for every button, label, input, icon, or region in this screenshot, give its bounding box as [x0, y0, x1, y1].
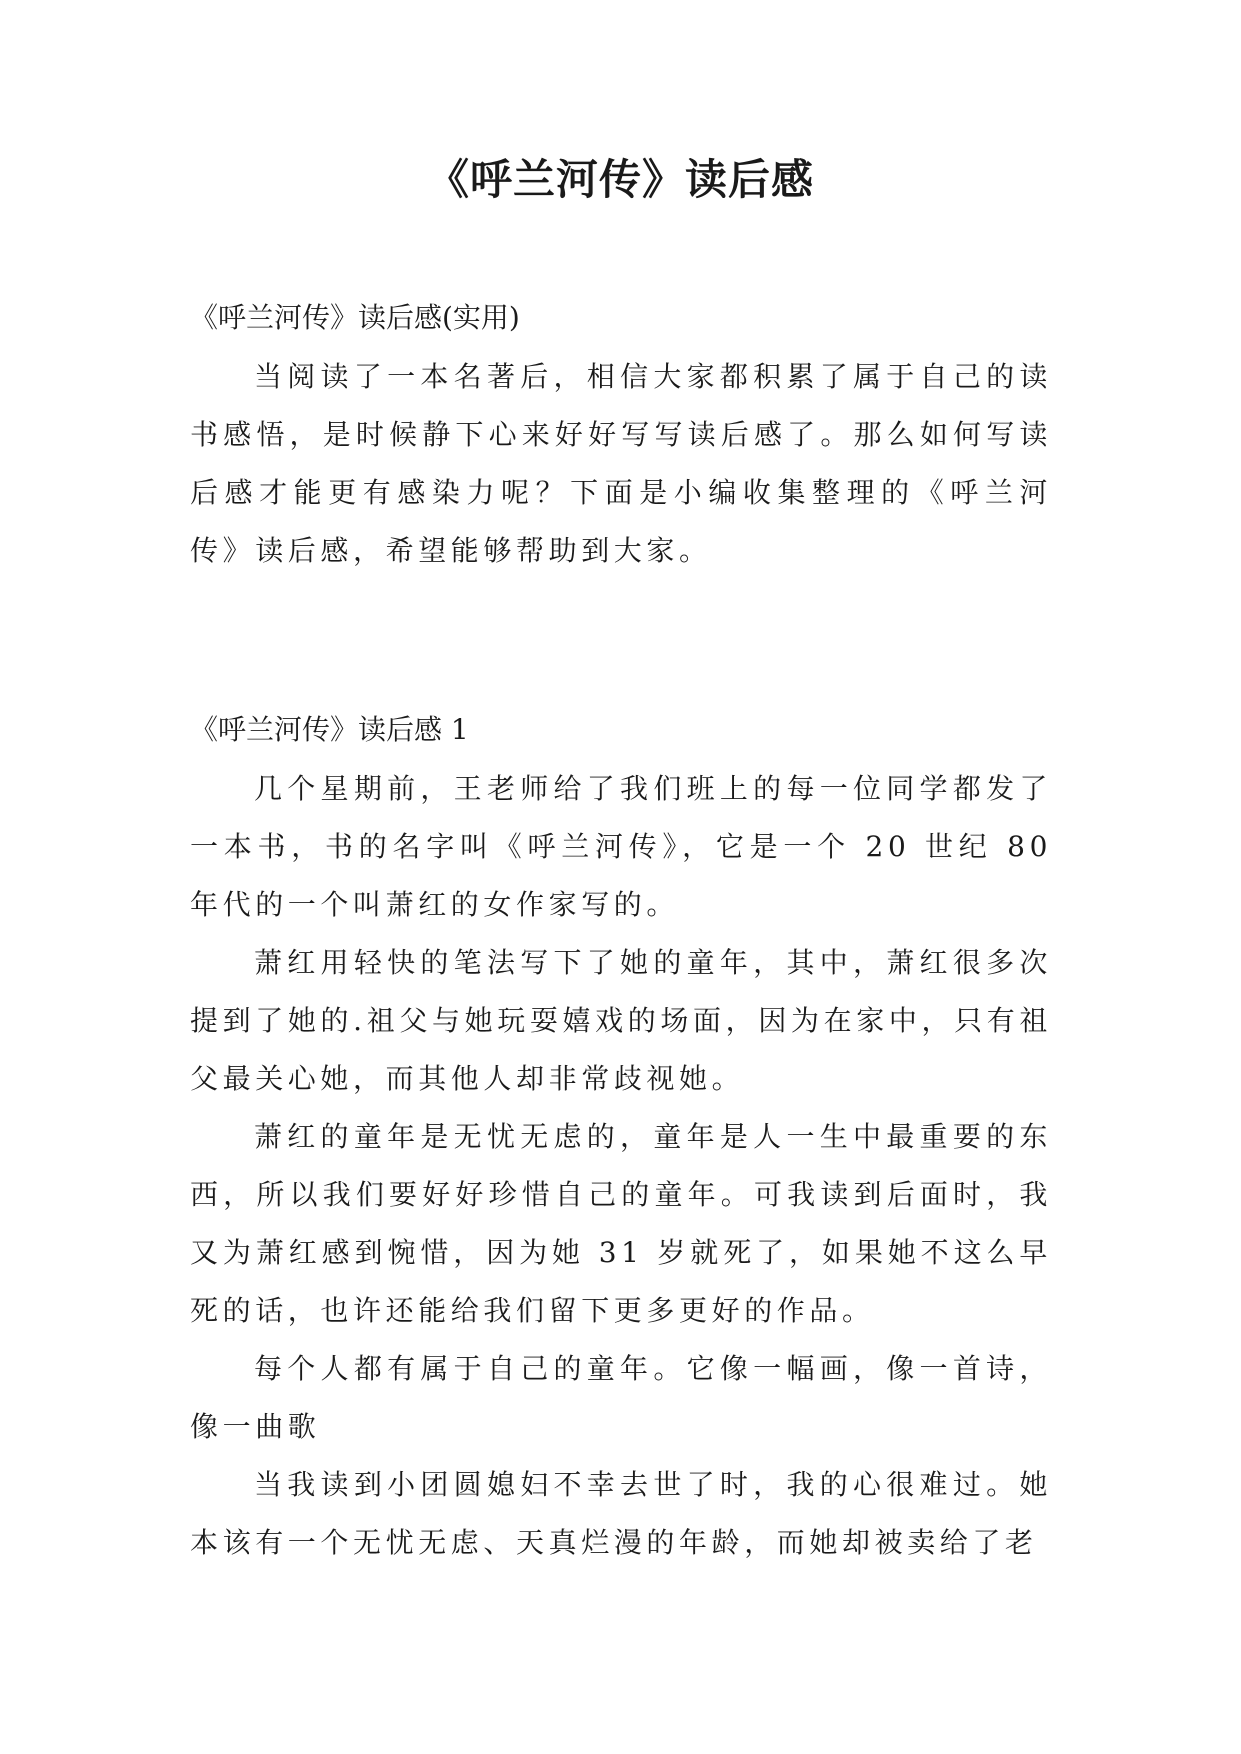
section1-paragraph-3: 萧红的童年是无忧无虑的，童年是人一生中最重要的东西，所以我们要好好珍惜自己的童年。可我读到后面时，我又为萧红感到惋惜，因为她 31 岁就死了，如果她不这么早死的话，也许还能给我们留下更多更好的作品。: [190, 1120, 1052, 1327]
intro-paragraph: 当阅读了一本名著后，相信大家都积累了属于自己的读书感悟，是时候静下心来好好写写读后感了。那么如何写读后感才能更有感染力呢？下面是小编收集整理的《呼兰河传》读后感，希望能够帮助到大家。: [190, 360, 1052, 567]
section1-paragraph-2: 萧红用轻快的笔法写下了她的童年，其中，萧红很多次提到了她的.祖父与她玩耍嬉戏的场面，因为在家中，只有祖父最关心她，而其他人却非常歧视她。: [190, 946, 1052, 1095]
section-gap: [190, 580, 1052, 700]
section1-paragraph-1: 几个星期前，王老师给了我们班上的每一位同学都发了一本书，书的名字叫《呼兰河传》，它是一个 20 世纪 80 年代的一个叫萧红的女作家写的。: [190, 772, 1052, 921]
section1-paragraph-5: 当我读到小团圆媳妇不幸去世了时，我的心很难过。她本该有一个无忧无虑、天真烂漫的年龄，而她却被卖给了老: [190, 1468, 1052, 1559]
intro-heading: 《呼兰河传》读后感(实用): [190, 301, 520, 334]
section1-heading: 《呼兰河传》读后感 1: [190, 713, 469, 746]
section1-paragraph-4: 每个人都有属于自己的童年。它像一幅画，像一首诗，像一曲歌: [190, 1352, 1052, 1443]
document-title: 《呼兰河传》读后感: [426, 155, 814, 204]
document-body: [190, 288, 1052, 1572]
